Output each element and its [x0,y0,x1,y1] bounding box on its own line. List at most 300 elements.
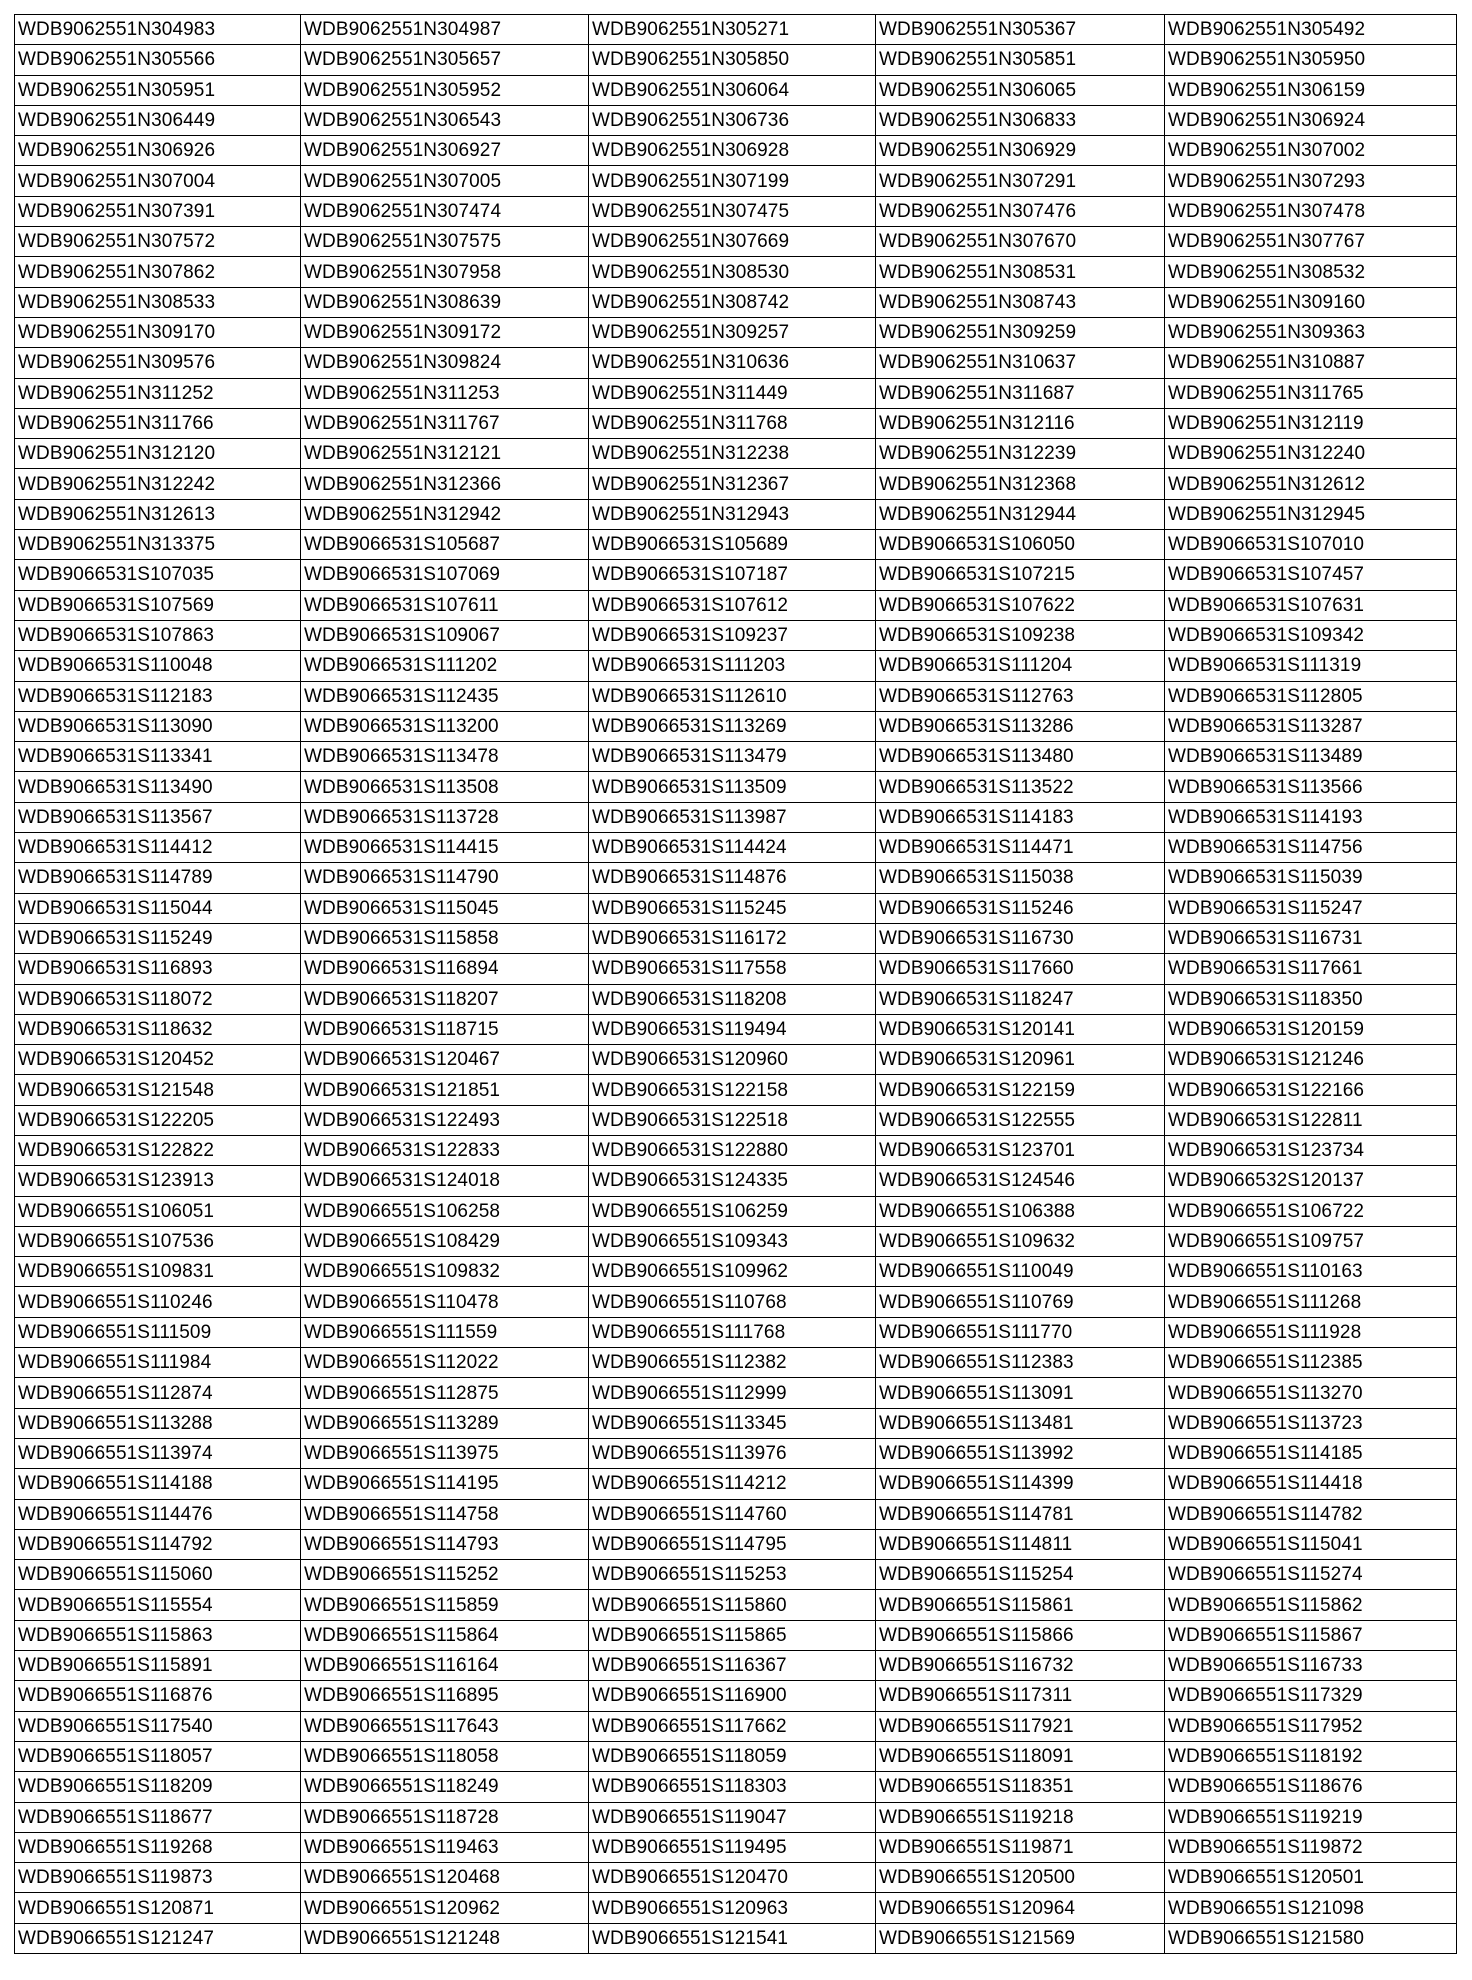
table-row [15,1681,1457,1711]
table-cell: WDB9062551N308639 [301,287,589,317]
table-cell: WDB9062551N310887 [1165,348,1457,378]
table-cell: WDB9066551S112874 [15,1378,301,1408]
table-cell: WDB9062551N312612 [1165,469,1457,499]
table-cell: WDB9062551N312944 [876,499,1165,529]
table-cell: WDB9066551S116732 [876,1651,1165,1681]
table-cell: WDB9066531S121246 [1165,1045,1457,1075]
table-cell: WDB9066531S122493 [301,1105,589,1135]
table-row [15,1348,1457,1378]
table-cell: WDB9062551N312119 [1165,408,1457,438]
table-cell: WDB9066551S115866 [876,1620,1165,1650]
table-cell: WDB9062551N305492 [1165,15,1457,45]
table-cell: WDB9066531S113479 [589,742,876,772]
table-cell: WDB9066551S119268 [15,1832,301,1862]
table-cell: WDB9066531S107215 [876,560,1165,590]
table-cell: WDB9066551S114188 [15,1469,301,1499]
table-cell: WDB9066551S120468 [301,1863,589,1893]
table-cell: WDB9066531S113509 [589,772,876,802]
table-cell: WDB9066531S119494 [589,1014,876,1044]
table-cell: WDB9066532S120137 [1165,1166,1457,1196]
table-cell: WDB9062551N312943 [589,499,876,529]
table-cell: WDB9062551N307958 [301,257,589,287]
table-cell: WDB9066531S118632 [15,1014,301,1044]
table-cell: WDB9066551S117643 [301,1711,589,1741]
table-cell: WDB9062551N312120 [15,439,301,469]
table-cell: WDB9066531S120141 [876,1014,1165,1044]
table-cell: WDB9066531S112610 [589,681,876,711]
table-cell: WDB9066551S111768 [589,1317,876,1347]
table-row [15,1257,1457,1287]
table-cell: WDB9066551S115867 [1165,1620,1457,1650]
table-cell: WDB9066551S106259 [589,1196,876,1226]
table-cell: WDB9066531S117661 [1165,954,1457,984]
table-cell: WDB9066551S106258 [301,1196,589,1226]
table-cell: WDB9062551N311766 [15,408,301,438]
table-cell: WDB9062551N307474 [301,196,589,226]
table-cell: WDB9062551N305657 [301,45,589,75]
table-cell: WDB9066531S113341 [15,742,301,772]
table-cell: WDB9062551N304983 [15,15,301,45]
table-cell: WDB9066551S115864 [301,1620,589,1650]
table-cell: WDB9066551S116876 [15,1681,301,1711]
table-cell: WDB9066551S107536 [15,1226,301,1256]
table-cell: WDB9062551N307478 [1165,196,1457,226]
table-cell: WDB9066531S118072 [15,984,301,1014]
table-cell: WDB9066551S113975 [301,1438,589,1468]
table-cell: WDB9066531S122205 [15,1105,301,1135]
table-row [15,984,1457,1014]
table-cell: WDB9062551N306159 [1165,75,1457,105]
table-cell: WDB9066531S107622 [876,590,1165,620]
table-cell: WDB9066551S111268 [1165,1287,1457,1317]
table-cell: WDB9062551N305271 [589,15,876,45]
table-cell: WDB9066551S113974 [15,1438,301,1468]
table-cell: WDB9066531S107863 [15,620,301,650]
table-row [15,1469,1457,1499]
table-row [15,1741,1457,1771]
table-cell: WDB9066531S105689 [589,530,876,560]
table-cell: WDB9066551S118351 [876,1772,1165,1802]
table-cell: WDB9066551S118059 [589,1741,876,1771]
table-cell: WDB9066551S118209 [15,1772,301,1802]
table-cell: WDB9066531S113286 [876,711,1165,741]
table-cell: WDB9066551S113289 [301,1408,589,1438]
table-cell: WDB9066531S107612 [589,590,876,620]
table-cell: WDB9066531S111203 [589,651,876,681]
table-cell: WDB9062551N307391 [15,196,301,226]
table-cell: WDB9066551S121098 [1165,1893,1457,1923]
table-row [15,1045,1457,1075]
table-cell: WDB9062551N308530 [589,257,876,287]
table-cell: WDB9062551N307767 [1165,227,1457,257]
table-row [15,1620,1457,1650]
table-cell: WDB9062551N305950 [1165,45,1457,75]
table-cell: WDB9066531S122158 [589,1075,876,1105]
vin-table-body [15,15,1457,1954]
table-cell: WDB9066551S109343 [589,1226,876,1256]
table-row [15,1075,1457,1105]
table-cell: WDB9066551S119871 [876,1832,1165,1862]
table-cell: WDB9066551S121569 [876,1923,1165,1953]
table-cell: WDB9062551N309363 [1165,317,1457,347]
table-cell: WDB9062551N312945 [1165,499,1457,529]
table-cell: WDB9062551N307572 [15,227,301,257]
table-cell: WDB9062551N305850 [589,45,876,75]
table-cell: WDB9066551S118058 [301,1741,589,1771]
table-cell: WDB9066551S113270 [1165,1378,1457,1408]
table-cell: WDB9062551N313375 [15,530,301,560]
table-cell: WDB9066551S117952 [1165,1711,1457,1741]
table-cell: WDB9066551S117311 [876,1681,1165,1711]
table-cell: WDB9066551S110246 [15,1287,301,1317]
table-cell: WDB9066531S115039 [1165,863,1457,893]
table-row [15,1105,1457,1135]
table-cell: WDB9062551N307004 [15,166,301,196]
table-cell: WDB9062551N306929 [876,136,1165,166]
table-cell: WDB9062551N311767 [301,408,589,438]
table-row [15,1135,1457,1165]
table-cell: WDB9062551N308743 [876,287,1165,317]
table-cell: WDB9066551S119463 [301,1832,589,1862]
table-cell: WDB9066531S116894 [301,954,589,984]
table-row [15,105,1457,135]
table-cell: WDB9066551S119219 [1165,1802,1457,1832]
table-cell: WDB9066551S110163 [1165,1257,1457,1287]
table-cell: WDB9066531S113566 [1165,772,1457,802]
table-cell: WDB9066551S106722 [1165,1196,1457,1226]
table-cell: WDB9062551N305951 [15,75,301,105]
table-cell: WDB9066551S117662 [589,1711,876,1741]
vin-table [14,14,1457,1954]
table-row [15,1287,1457,1317]
table-cell: WDB9066531S122555 [876,1105,1165,1135]
table-cell: WDB9066551S121541 [589,1923,876,1953]
table-row [15,833,1457,863]
table-cell: WDB9066531S115245 [589,893,876,923]
table-cell: WDB9062551N312240 [1165,439,1457,469]
table-cell: WDB9066551S111559 [301,1317,589,1347]
table-cell: WDB9062551N311687 [876,378,1165,408]
table-row [15,1802,1457,1832]
table-row [15,1529,1457,1559]
table-row [15,863,1457,893]
table-cell: WDB9062551N312238 [589,439,876,469]
table-cell: WDB9066551S113481 [876,1408,1165,1438]
table-cell: WDB9066531S124018 [301,1166,589,1196]
table-cell: WDB9066551S114793 [301,1529,589,1559]
table-cell: WDB9066531S113522 [876,772,1165,802]
table-cell: WDB9066551S117921 [876,1711,1165,1741]
table-cell: WDB9066531S118715 [301,1014,589,1044]
table-row [15,348,1457,378]
table-cell: WDB9066531S107069 [301,560,589,590]
table-cell: WDB9066531S118247 [876,984,1165,1014]
table-row [15,75,1457,105]
table-cell: WDB9066551S114418 [1165,1469,1457,1499]
table-cell: WDB9066551S106051 [15,1196,301,1226]
table-row [15,1378,1457,1408]
table-cell: WDB9066551S112383 [876,1348,1165,1378]
table-row [15,1408,1457,1438]
table-row [15,1923,1457,1953]
table-row [15,1560,1457,1590]
table-cell: WDB9066551S113091 [876,1378,1165,1408]
table-cell: WDB9066551S118728 [301,1802,589,1832]
table-row [15,954,1457,984]
table-cell: WDB9066531S115247 [1165,893,1457,923]
table-cell: WDB9066531S107569 [15,590,301,620]
table-cell: WDB9062551N309257 [589,317,876,347]
table-row [15,1651,1457,1681]
table-cell: WDB9066531S114789 [15,863,301,893]
table-cell: WDB9066551S120500 [876,1863,1165,1893]
table-cell: WDB9066531S107035 [15,560,301,590]
table-cell: WDB9062551N307291 [876,166,1165,196]
table-cell: WDB9066551S120501 [1165,1863,1457,1893]
table-cell: WDB9066531S115038 [876,863,1165,893]
table-cell: WDB9066531S115045 [301,893,589,923]
table-row [15,45,1457,75]
table-row [15,620,1457,650]
table-cell: WDB9066531S116731 [1165,923,1457,953]
table-cell: WDB9066531S109342 [1165,620,1457,650]
table-cell: WDB9062551N312368 [876,469,1165,499]
table-cell: WDB9066551S114212 [589,1469,876,1499]
table-cell: WDB9066531S106050 [876,530,1165,560]
table-row [15,1196,1457,1226]
table-cell: WDB9062551N306065 [876,75,1165,105]
table-cell: WDB9066551S111509 [15,1317,301,1347]
table-cell: WDB9066531S113728 [301,802,589,832]
table-cell: WDB9066551S110768 [589,1287,876,1317]
table-cell: WDB9066551S114758 [301,1499,589,1529]
table-cell: WDB9062551N312239 [876,439,1165,469]
table-row [15,317,1457,347]
table-cell: WDB9066531S121851 [301,1075,589,1105]
table-cell: WDB9066551S120470 [589,1863,876,1893]
table-cell: WDB9062551N309824 [301,348,589,378]
table-cell: WDB9066531S107010 [1165,530,1457,560]
table-cell: WDB9062551N307862 [15,257,301,287]
table-cell: WDB9062551N307670 [876,227,1165,257]
table-cell: WDB9062551N304987 [301,15,589,45]
table-cell: WDB9066531S113269 [589,711,876,741]
table-cell: WDB9066531S115246 [876,893,1165,923]
table-cell: WDB9066551S110478 [301,1287,589,1317]
table-cell: WDB9066531S117660 [876,954,1165,984]
table-cell: WDB9066551S111928 [1165,1317,1457,1347]
table-cell: WDB9066551S112385 [1165,1348,1457,1378]
table-row [15,1772,1457,1802]
table-cell: WDB9062551N308531 [876,257,1165,287]
table-cell: WDB9066531S112763 [876,681,1165,711]
table-cell: WDB9066531S105687 [301,530,589,560]
table-cell: WDB9066551S108429 [301,1226,589,1256]
table-row [15,257,1457,287]
table-row [15,15,1457,45]
table-cell: WDB9066551S116900 [589,1681,876,1711]
table-cell: WDB9066551S115859 [301,1590,589,1620]
table-row [15,1166,1457,1196]
table-cell: WDB9066531S116172 [589,923,876,953]
table-cell: WDB9066531S114415 [301,833,589,863]
table-cell: WDB9066551S116895 [301,1681,589,1711]
table-cell: WDB9066551S111770 [876,1317,1165,1347]
table-cell: WDB9062551N308742 [589,287,876,317]
table-cell: WDB9066551S119873 [15,1863,301,1893]
table-cell: WDB9066531S109238 [876,620,1165,650]
table-row [15,1499,1457,1529]
table-row [15,923,1457,953]
table-cell: WDB9066531S112435 [301,681,589,711]
table-row [15,469,1457,499]
table-cell: WDB9066551S121248 [301,1923,589,1953]
table-cell: WDB9066551S109962 [589,1257,876,1287]
table-cell: WDB9066531S115249 [15,923,301,953]
table-cell: WDB9066531S110048 [15,651,301,681]
table-cell: WDB9066531S123734 [1165,1135,1457,1165]
table-cell: WDB9066551S118057 [15,1741,301,1771]
table-cell: WDB9062551N309259 [876,317,1165,347]
table-cell: WDB9066531S118207 [301,984,589,1014]
table-cell: WDB9066551S109632 [876,1226,1165,1256]
table-cell: WDB9062551N305367 [876,15,1165,45]
table-cell: WDB9062551N309160 [1165,287,1457,317]
table-row [15,1711,1457,1741]
table-row [15,166,1457,196]
table-cell: WDB9066531S113489 [1165,742,1457,772]
table-row [15,1317,1457,1347]
table-cell: WDB9066551S119495 [589,1832,876,1862]
table-cell: WDB9066531S114183 [876,802,1165,832]
table-cell: WDB9066551S119872 [1165,1832,1457,1862]
table-cell: WDB9066531S114471 [876,833,1165,863]
table-cell: WDB9066551S118249 [301,1772,589,1802]
table-cell: WDB9066551S119047 [589,1802,876,1832]
table-cell: WDB9066531S122166 [1165,1075,1457,1105]
table-cell: WDB9066551S116164 [301,1651,589,1681]
table-cell: WDB9066551S115862 [1165,1590,1457,1620]
table-cell: WDB9066551S106388 [876,1196,1165,1226]
table-cell: WDB9066551S120964 [876,1893,1165,1923]
table-cell: WDB9066551S111984 [15,1348,301,1378]
table-cell: WDB9066551S115274 [1165,1560,1457,1590]
table-cell: WDB9066531S113200 [301,711,589,741]
table-cell: WDB9062551N305566 [15,45,301,75]
table-cell: WDB9066531S120961 [876,1045,1165,1075]
table-cell: WDB9066531S118350 [1165,984,1457,1014]
table-cell: WDB9066531S122822 [15,1135,301,1165]
table-cell: WDB9066551S113723 [1165,1408,1457,1438]
table-cell: WDB9062551N309576 [15,348,301,378]
table-row [15,439,1457,469]
table-cell: WDB9066551S109757 [1165,1226,1457,1256]
table-cell: WDB9066531S123701 [876,1135,1165,1165]
table-row [15,287,1457,317]
table-row [15,772,1457,802]
table-cell: WDB9062551N311768 [589,408,876,438]
table-cell: WDB9066531S107631 [1165,590,1457,620]
table-cell: WDB9062551N306064 [589,75,876,105]
table-cell: WDB9062551N307575 [301,227,589,257]
table-cell: WDB9066531S113480 [876,742,1165,772]
table-cell: WDB9062551N307002 [1165,136,1457,166]
table-cell: WDB9066551S113288 [15,1408,301,1438]
table-cell: WDB9066551S115863 [15,1620,301,1650]
table-cell: WDB9062551N311252 [15,378,301,408]
table-cell: WDB9066551S114760 [589,1499,876,1529]
table-cell: WDB9062551N311765 [1165,378,1457,408]
table-row [15,1863,1457,1893]
table-cell: WDB9066531S120452 [15,1045,301,1075]
table-cell: WDB9066531S120467 [301,1045,589,1075]
table-cell: WDB9066531S122833 [301,1135,589,1165]
table-cell: WDB9066551S115860 [589,1590,876,1620]
table-cell: WDB9062551N306928 [589,136,876,166]
table-cell: WDB9066551S114476 [15,1499,301,1529]
table-cell: WDB9066531S113287 [1165,711,1457,741]
table-cell: WDB9066531S124335 [589,1166,876,1196]
table-cell: WDB9066551S114195 [301,1469,589,1499]
table-cell: WDB9062551N308533 [15,287,301,317]
table-cell: WDB9062551N306736 [589,105,876,135]
table-cell: WDB9066551S114399 [876,1469,1165,1499]
table-cell: WDB9066551S109832 [301,1257,589,1287]
table-row [15,378,1457,408]
table-cell: WDB9066551S116367 [589,1651,876,1681]
table-cell: WDB9062551N311253 [301,378,589,408]
table-cell: WDB9062551N307476 [876,196,1165,226]
table-cell: WDB9066531S122518 [589,1105,876,1135]
table-cell: WDB9066551S112382 [589,1348,876,1378]
table-cell: WDB9066531S122880 [589,1135,876,1165]
table-cell: WDB9062551N307293 [1165,166,1457,196]
table-cell: WDB9066531S114424 [589,833,876,863]
table-row [15,408,1457,438]
table-cell: WDB9066551S115891 [15,1651,301,1681]
table-cell: WDB9066551S115252 [301,1560,589,1590]
table-cell: WDB9066551S118303 [589,1772,876,1802]
table-cell: WDB9066531S111204 [876,651,1165,681]
table-cell: WDB9062551N312613 [15,499,301,529]
table-row [15,499,1457,529]
table-row [15,651,1457,681]
table-cell: WDB9066551S118091 [876,1741,1165,1771]
table-cell: WDB9066551S110769 [876,1287,1165,1317]
table-cell: WDB9066551S112022 [301,1348,589,1378]
table-cell: WDB9066531S114756 [1165,833,1457,863]
table-cell: WDB9062551N306926 [15,136,301,166]
table-cell: WDB9066551S114811 [876,1529,1165,1559]
table-cell: WDB9062551N311449 [589,378,876,408]
table-cell: WDB9066531S113090 [15,711,301,741]
table-cell: WDB9066551S115060 [15,1560,301,1590]
table-cell: WDB9066531S111319 [1165,651,1457,681]
table-cell: WDB9066531S114876 [589,863,876,893]
table-cell: WDB9066551S118677 [15,1802,301,1832]
table-cell: WDB9066551S115865 [589,1620,876,1650]
table-cell: WDB9066551S115554 [15,1590,301,1620]
table-cell: WDB9066531S124546 [876,1166,1165,1196]
table-cell: WDB9066551S109831 [15,1257,301,1287]
table-row [15,136,1457,166]
table-row [15,1014,1457,1044]
table-cell: WDB9066531S114193 [1165,802,1457,832]
table-cell: WDB9066551S121580 [1165,1923,1457,1953]
table-cell: WDB9066531S123913 [15,1166,301,1196]
table-cell: WDB9066551S120871 [15,1893,301,1923]
table-cell: WDB9066531S113478 [301,742,589,772]
